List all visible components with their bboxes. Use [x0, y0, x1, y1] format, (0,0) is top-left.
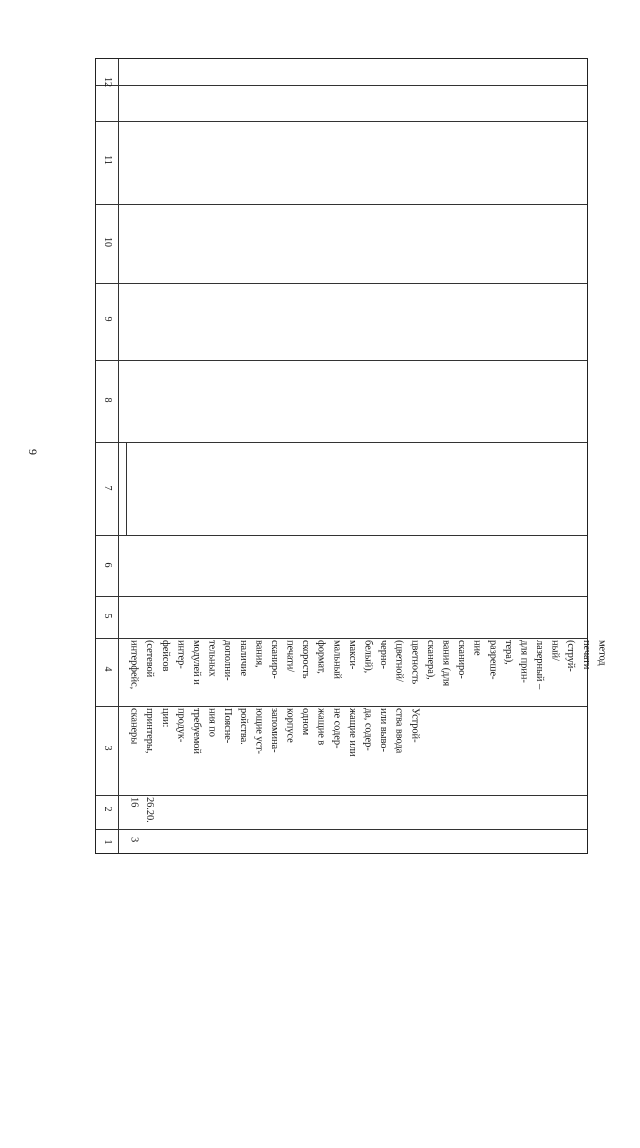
- header-number: 2: [102, 806, 113, 812]
- column-separator-line: [126, 442, 127, 535]
- cell-line: да, содер-: [362, 708, 374, 751]
- header-number: 9: [102, 316, 113, 322]
- header-number: 6: [102, 562, 113, 568]
- cell-line: лазерный –: [534, 640, 546, 690]
- cell-line: метод: [596, 640, 608, 666]
- cell-line: интер-: [175, 640, 187, 669]
- cell-line: Поясне-: [222, 708, 234, 744]
- cell-line: тельных: [206, 640, 218, 677]
- header-number: 8: [102, 397, 113, 403]
- cell-line: сканера),: [424, 640, 436, 680]
- cell-line: макси-: [346, 640, 358, 670]
- cell-line: ния по: [206, 708, 218, 737]
- cell-line: дополни-: [222, 640, 234, 681]
- cell-line: разреше-: [487, 640, 499, 680]
- cell-line: формат,: [315, 640, 327, 674]
- cell-line: одном: [300, 708, 312, 736]
- row-separator-line: [96, 204, 587, 205]
- cell-line: сканиро-: [268, 640, 280, 679]
- header-number: 4: [102, 666, 113, 672]
- cell-line: черно-: [378, 640, 390, 669]
- header-number: 3: [102, 745, 113, 751]
- row-separator-line: [96, 360, 587, 361]
- cell-line: сканиро-: [456, 640, 468, 679]
- row-separator-line: [96, 535, 587, 536]
- cell-line: ройства.: [237, 708, 249, 745]
- header-separator-line: [96, 85, 587, 86]
- row-separator-line: [96, 283, 587, 284]
- column-separator-line: [118, 59, 119, 853]
- cell-line: принтеры,: [144, 708, 156, 754]
- cell-line: наличие: [237, 640, 249, 677]
- header-number: 1: [102, 839, 113, 845]
- page-number: 9: [26, 449, 40, 455]
- cell-line: мальный: [331, 640, 343, 679]
- cell-line: (цветной/: [393, 640, 405, 682]
- cell-line: или выво-: [378, 708, 390, 752]
- cell-line: ющие уст-: [253, 708, 265, 754]
- cell-line: белый),: [362, 640, 374, 674]
- row-separator-line: [96, 638, 587, 639]
- row-separator-line: [96, 121, 587, 122]
- cell-line: Устрой-: [409, 708, 421, 743]
- cell-line: печати: [580, 640, 592, 670]
- cell-line: требуемой: [190, 708, 202, 754]
- cell-line: цветность: [409, 640, 421, 685]
- cell-line: для прин-: [518, 640, 530, 683]
- cell-line: 26.20.: [144, 797, 156, 823]
- cell-line: не содер-: [331, 708, 343, 749]
- header-number: 7: [102, 485, 113, 491]
- row-separator-line: [96, 442, 587, 443]
- cell-line: модулей и: [190, 640, 202, 685]
- cell-line: продук-: [175, 708, 187, 743]
- cell-line: ный/: [549, 640, 561, 661]
- header-number: 12: [102, 77, 113, 87]
- cell-line: фейсов: [159, 640, 171, 672]
- row-separator-line: [96, 596, 587, 597]
- characteristics-cell: [126, 640, 609, 1095]
- header-number: 11: [102, 155, 113, 165]
- cell-line: корпусе: [284, 708, 296, 743]
- cell-line: вания (для: [440, 640, 452, 687]
- cell-line: интерфейс,: [128, 640, 140, 690]
- cell-line: жащие или: [346, 708, 358, 757]
- cell-line: 16: [128, 797, 140, 808]
- row-number: 3: [128, 837, 140, 843]
- cell-line: тера),: [502, 640, 514, 665]
- cell-line: сканеры: [128, 708, 140, 745]
- header-number: 10: [102, 237, 113, 247]
- cell-line: ции:: [159, 708, 171, 728]
- cell-line: печати/: [284, 640, 296, 673]
- cell-line: (сетевой: [144, 640, 156, 678]
- cell-line: ние: [471, 640, 483, 656]
- cell-line: скорость: [300, 640, 312, 679]
- cell-line: (струй-: [565, 640, 577, 672]
- cell-line: жащие в: [315, 708, 327, 746]
- cell-line: вания,: [253, 640, 265, 668]
- specification-table: [95, 58, 608, 854]
- cell-line: запомина-: [268, 708, 280, 753]
- cell-line: ства ввода: [393, 708, 405, 754]
- header-number: 5: [102, 613, 113, 619]
